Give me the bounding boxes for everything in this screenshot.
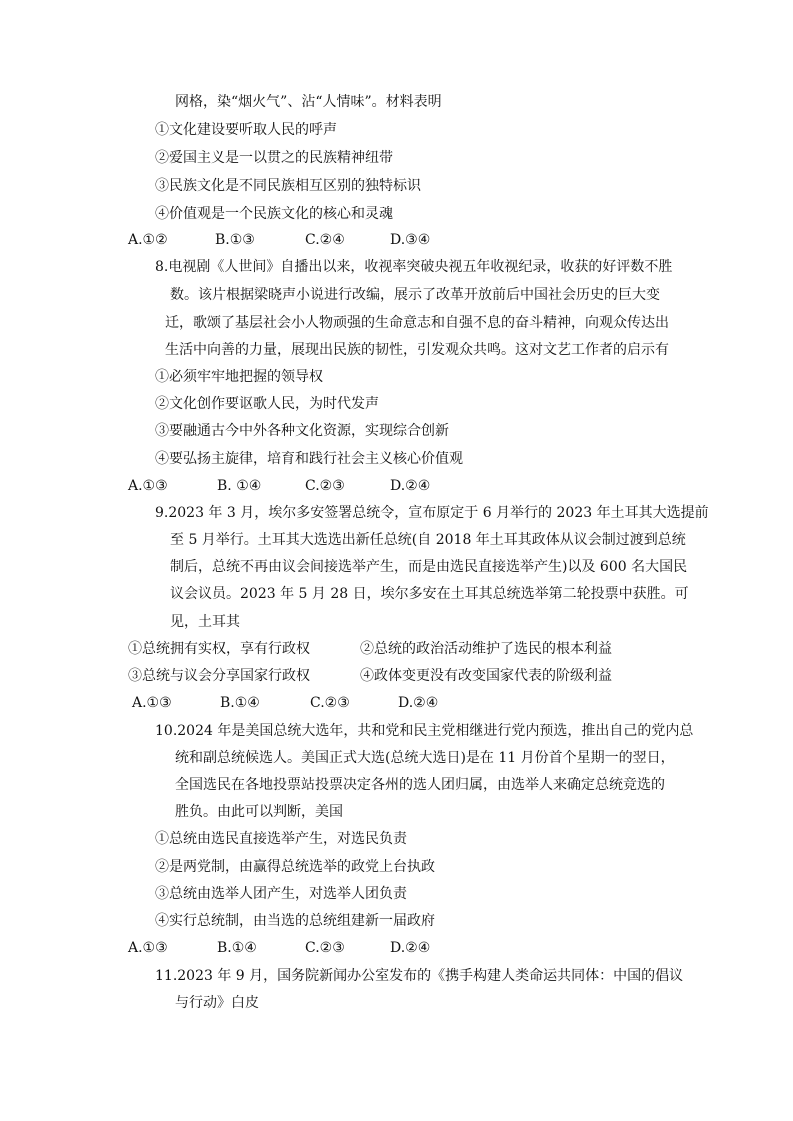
q8-item-2: ②文化创作要讴歌人民，为时代发声	[155, 396, 379, 412]
q8-stem-line-4: 生活中向善的力量，展现出民族的韧性，引发观众共鸣。这对文艺工作者的启示有	[165, 342, 669, 358]
q10-item-3: ③总统由选举人团产生，对选举人团负责	[155, 886, 407, 902]
q9-item-4: ④政体变更没有改变国家代表的阶级利益	[360, 668, 612, 684]
q9-item-1: ①总统拥有实权，享有行政权	[128, 641, 310, 657]
q7-option-c: C.②④	[305, 232, 345, 248]
q7-option-d: D.③④	[390, 232, 431, 248]
q8-item-4: ④要弘扬主旋律，培育和践行社会主义核心价值观	[155, 451, 463, 467]
q8-option-d: D.②④	[390, 478, 431, 494]
q10-stem-line-1: 10.2024 年是美国总统大选年，共和党和民主党相继进行党内预选，推出自己的党内总	[155, 723, 694, 739]
q8-stem-line-3: 迁，歌颂了基层社会小人物顽强的生命意志和自强不息的奋斗精神，向观众传达出	[165, 315, 669, 331]
q8-option-b: B. ①④	[217, 478, 262, 494]
q7-item-2: ②爱国主义是一以贯之的民族精神纽带	[155, 150, 393, 166]
q9-stem-line-4: 议会议员。2023 年 5 月 28 日，埃尔多安在土耳其总统选举第二轮投票中获胜。可	[170, 586, 689, 602]
q9-option-d: D.②④	[398, 695, 439, 711]
q10-stem-line-4: 胜负。由此可以判断，美国	[175, 804, 343, 820]
q8-option-a: A.①③	[128, 478, 168, 494]
q9-option-c: C.②③	[310, 695, 350, 711]
q11-stem-line-2: 与行动》白皮	[175, 995, 259, 1011]
q7-item-4: ④价值观是一个民族文化的核心和灵魂	[155, 206, 393, 222]
q7-item-3: ③民族文化是不同民族相互区别的独特标识	[155, 178, 421, 194]
q7-option-b: B.①③	[215, 232, 255, 248]
q10-option-d: D.②④	[390, 940, 431, 956]
q10-item-1: ①总统由选民直接选举产生，对选民负责	[155, 831, 407, 847]
q9-stem-line-1: 9.2023 年 3 月，埃尔多安签署总统令，宣布原定于 6 月举行的 2023 年土耳其大选提前	[155, 505, 709, 521]
q9-item-3: ③总统与议会分享国家行政权	[128, 668, 310, 684]
q10-option-a: A.①③	[128, 940, 168, 956]
q7-option-a: A.①②	[128, 232, 168, 248]
q8-item-1: ①必须牢牢地把握的领导权	[155, 369, 323, 385]
q8-stem-line-1: 8.电视剧《人世间》自播出以来，收视率突破央视五年收视纪录，收获的好评数不胜	[155, 259, 673, 275]
q8-stem-line-2: 数。该片根据梁晓声小说进行改编，展示了改革开放前后中国社会历史的巨大变	[170, 287, 660, 303]
q9-item-2: ②总统的政治活动维护了选民的根本利益	[360, 641, 612, 657]
q10-item-4: ④实行总统制，由当选的总统组建新一届政府	[155, 913, 435, 929]
q9-stem-line-5: 见，土耳其	[170, 614, 240, 630]
q9-option-b: B.①④	[220, 695, 260, 711]
q9-option-a: A.①③	[132, 695, 172, 711]
q9-stem-line-2: 至 5 月举行。土耳其大选选出新任总统(自 2018 年土耳其政体从议会制过渡到总统	[170, 532, 686, 548]
q10-stem-line-2: 统和副总统候选人。美国正式大选(总统大选日)是在 11 月份首个星期一的翌日，	[175, 750, 675, 766]
q7-item-1: ①文化建设要听取人民的呼声	[155, 122, 337, 138]
q10-item-2: ②是两党制，由赢得总统选举的政党上台执政	[155, 859, 435, 875]
q11-stem-line-1: 11.2023 年 9 月，国务院新闻办公室发布的《携手构建人类命运共同体：中国的倡议	[155, 968, 684, 984]
q8-option-c: C.②③	[305, 478, 345, 494]
q10-option-c: C.②③	[305, 940, 345, 956]
q10-stem-line-3: 全国选民在各地投票站投票决定各州的选人团归属，由选举人来确定总统竞选的	[175, 777, 665, 793]
q8-item-3: ③要融通古今中外各种文化资源，实现综合创新	[155, 423, 449, 439]
q10-option-b: B.①④	[217, 940, 257, 956]
q9-stem-line-3: 制后，总统不再由议会间接选举产生，而是由选民直接选举产生)以及 600 名大国民	[170, 559, 688, 575]
q7-stem-tail: 网格，染“烟火气”、沾“人情味”。材料表明	[175, 94, 442, 110]
